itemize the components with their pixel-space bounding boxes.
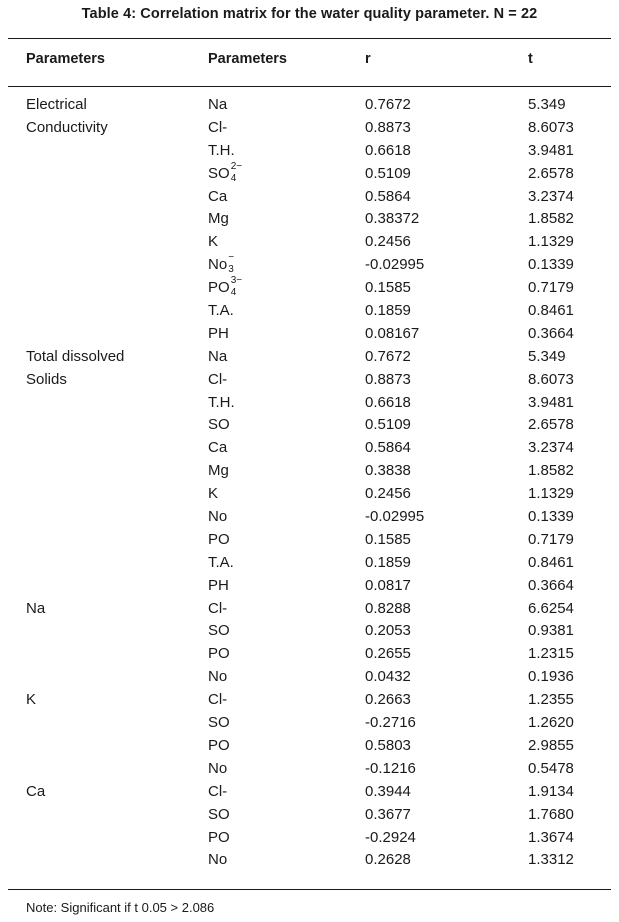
row-parameter: [208, 643, 230, 666]
row-parameter-symbol: T.A.: [208, 302, 234, 320]
row-parameter-symbol: No: [208, 668, 228, 686]
row-parameter: [208, 689, 227, 712]
row-t-value: 8.6073: [528, 370, 574, 388]
row-parameter-symbol: Mg: [208, 210, 229, 228]
row-t-value: 1.8582: [528, 210, 574, 228]
table-row: [0, 254, 619, 277]
row-parameter: [208, 231, 218, 254]
row-parameter-symbol: No: [208, 851, 228, 869]
table-row: [0, 712, 619, 735]
row-t-value: 1.2315: [528, 645, 574, 663]
table-row: [0, 620, 619, 643]
row-group-label: Electrical: [26, 96, 87, 113]
row-t-value: 1.1329: [528, 233, 574, 251]
row-t-value: 1.3674: [528, 828, 574, 846]
table-row: [0, 277, 619, 300]
row-parameter-symbol: PH: [208, 324, 229, 342]
row-r-value: 0.2456: [365, 233, 411, 251]
table-row: [0, 758, 619, 781]
table-row: [0, 208, 619, 231]
row-parameter-symbol: PO: [208, 279, 230, 297]
row-r-value: 0.2456: [365, 485, 411, 503]
table-top-rule: [8, 38, 611, 39]
row-group-label: K: [26, 691, 37, 709]
table-note: Note: Significant if t 0.05 > 2.086: [26, 900, 215, 915]
row-t-value: 0.7179: [528, 530, 574, 548]
row-parameter: [208, 300, 234, 323]
row-parameter: [208, 666, 227, 689]
row-parameter-symbol: Na: [208, 96, 228, 113]
row-group-label: Solids: [26, 370, 67, 388]
row-t-value: 1.2620: [528, 714, 574, 732]
row-parameter: [208, 575, 229, 598]
table-caption: Table 4: Correlation matrix for the water quality parameter. N = 22: [81, 6, 538, 22]
row-parameter: [208, 254, 241, 277]
row-parameter-symbol: Cl-: [208, 691, 228, 709]
row-r-value: 0.2053: [365, 622, 411, 640]
row-parameter: [208, 414, 230, 437]
header-parameters-2: Parameters: [208, 51, 287, 67]
table-row: [0, 392, 619, 415]
row-t-value: 3.9481: [528, 393, 574, 411]
header-parameters-1: Parameters: [26, 51, 105, 67]
row-r-value: 0.0432: [365, 668, 411, 686]
row-r-value: 0.5864: [365, 439, 411, 457]
row-group-label: Ca: [26, 782, 46, 800]
row-parameter-symbol: Cl-: [208, 118, 228, 136]
table-header-rule: [8, 86, 611, 87]
row-parameter: [208, 804, 230, 827]
row-parameter: [208, 346, 227, 369]
table-row: [0, 483, 619, 506]
row-t-value: 2.9855: [528, 736, 574, 754]
row-t-value: 5.349: [528, 347, 566, 365]
table-row: [0, 735, 619, 758]
table-row: [0, 552, 619, 575]
table-row: [0, 231, 619, 254]
table-body: [0, 94, 619, 872]
row-parameter-symbol: T.A.: [208, 553, 234, 571]
row-parameter-symbol: Cl-: [208, 782, 228, 800]
row-parameter: [208, 323, 229, 346]
table-row: [0, 506, 619, 529]
table-row: [0, 781, 619, 804]
table-row: [0, 323, 619, 346]
row-r-value: 0.7672: [365, 96, 411, 113]
row-group-label: Na: [26, 599, 46, 617]
row-parameter-symbol: T.H.: [208, 393, 235, 411]
row-group-label: Conductivity: [26, 118, 108, 136]
row-parameter-symbol: SO: [208, 416, 230, 434]
row-parameter: [208, 483, 218, 506]
row-r-value: 0.1859: [365, 302, 411, 320]
table-row: [0, 827, 619, 850]
row-r-value: 0.3944: [365, 782, 411, 800]
row-parameter: [208, 598, 227, 621]
row-r-value: 0.8873: [365, 118, 411, 136]
row-r-value: 0.2628: [365, 851, 411, 869]
row-r-value: 0.2663: [365, 691, 411, 709]
row-t-value: 0.8461: [528, 553, 574, 571]
row-parameter-charge: 2−: [230, 160, 243, 172]
table-row: [0, 598, 619, 621]
row-parameter: [208, 849, 227, 872]
row-t-value: 3.2374: [528, 187, 574, 205]
row-parameter: [208, 506, 227, 529]
row-r-value: 0.1859: [365, 553, 411, 571]
row-t-value: 0.8461: [528, 302, 574, 320]
row-t-value: 1.7680: [528, 805, 574, 823]
row-parameter: [208, 712, 230, 735]
row-parameter-subscript: 4: [230, 287, 237, 299]
row-r-value: 0.1585: [365, 279, 411, 297]
table-row: [0, 460, 619, 483]
table-row: [0, 689, 619, 712]
row-parameter: [208, 140, 235, 163]
row-r-value: 0.38372: [365, 210, 420, 228]
table-row: [0, 849, 619, 872]
row-parameter: [208, 437, 227, 460]
row-r-value: 0.5803: [365, 736, 411, 754]
row-r-value: 0.5109: [365, 164, 411, 182]
table-row: [0, 666, 619, 689]
table-row: [0, 804, 619, 827]
row-parameter: [208, 758, 227, 781]
row-parameter: [208, 208, 229, 231]
row-t-value: 0.7179: [528, 279, 574, 297]
row-parameter: [208, 369, 227, 392]
row-parameter-charge: 3−: [230, 275, 243, 287]
row-r-value: -0.02995: [365, 508, 425, 526]
table-row: [0, 529, 619, 552]
row-r-value: 0.6618: [365, 141, 411, 159]
row-r-value: 0.5109: [365, 416, 411, 434]
row-t-value: 0.1936: [528, 668, 574, 686]
row-parameter-symbol: PO: [208, 645, 230, 663]
table-row: [0, 160, 619, 186]
header-r: r: [365, 51, 371, 67]
row-r-value: 0.8873: [365, 370, 411, 388]
row-parameter-symbol: No: [208, 759, 228, 777]
row-t-value: 2.6578: [528, 416, 574, 434]
row-parameter-symbol: Ca: [208, 439, 228, 457]
table-row: [0, 300, 619, 323]
table-row: [0, 346, 619, 369]
row-t-value: 6.6254: [528, 599, 574, 617]
row-t-value: 3.2374: [528, 439, 574, 457]
row-parameter: [208, 827, 230, 850]
row-parameter-symbol: PO: [208, 828, 230, 846]
table-header-row: [0, 51, 619, 71]
row-parameter: [208, 552, 234, 575]
table-row: [0, 117, 619, 140]
row-parameter: [208, 781, 227, 804]
row-parameter: [208, 277, 244, 300]
row-parameter: [208, 186, 227, 209]
row-r-value: -0.02995: [365, 256, 425, 274]
row-r-value: 0.6618: [365, 393, 411, 411]
row-r-value: 0.3677: [365, 805, 411, 823]
row-parameter-symbol: Ca: [208, 187, 228, 205]
row-r-value: 0.3838: [365, 462, 411, 480]
row-r-value: -0.2924: [365, 828, 416, 846]
row-r-value: -0.2716: [365, 714, 416, 732]
row-parameter-symbol: T.H.: [208, 141, 235, 159]
table-row: [0, 643, 619, 666]
row-r-value: 0.8288: [365, 599, 411, 617]
row-r-value: 0.7672: [365, 347, 411, 365]
table-row: [0, 369, 619, 392]
row-parameter-symbol: SO: [208, 164, 230, 182]
row-t-value: 0.1339: [528, 508, 574, 526]
row-t-value: 1.8582: [528, 462, 574, 480]
row-parameter: [208, 117, 227, 140]
table-row: [0, 575, 619, 598]
table-row: [0, 437, 619, 460]
table-row: [0, 140, 619, 163]
row-t-value: 1.1329: [528, 485, 574, 503]
row-t-value: 8.6073: [528, 118, 574, 136]
row-r-value: 0.2655: [365, 645, 411, 663]
row-parameter: [208, 620, 230, 643]
row-parameter: [208, 160, 244, 186]
row-parameter-symbol: Na: [208, 347, 228, 365]
row-r-value: 0.0817: [365, 576, 411, 594]
row-parameter-symbol: K: [208, 485, 219, 503]
row-parameter-symbol: SO: [208, 714, 230, 732]
table-bottom-rule: [8, 889, 611, 890]
row-parameter-symbol: No: [208, 508, 228, 526]
row-parameter-subscript: 3: [228, 264, 234, 276]
row-t-value: 0.1339: [528, 256, 574, 274]
row-t-value: 0.3664: [528, 324, 574, 342]
row-parameter: [208, 735, 230, 758]
row-parameter-symbol: SO: [208, 805, 230, 823]
row-parameter-symbol: SO: [208, 622, 230, 640]
row-t-value: 1.9134: [528, 782, 574, 800]
row-t-value: 0.5478: [528, 759, 574, 777]
row-t-value: 5.349: [528, 96, 566, 113]
row-t-value: 0.3664: [528, 576, 574, 594]
row-parameter-charge: −: [228, 252, 235, 264]
row-parameter-symbol: No: [208, 256, 228, 274]
row-parameter-symbol: Mg: [208, 462, 229, 480]
row-r-value: 0.08167: [365, 324, 420, 342]
row-r-value: -0.1216: [365, 759, 416, 777]
row-parameter: [208, 529, 230, 552]
row-parameter: [208, 460, 229, 483]
row-t-value: 1.2355: [528, 691, 574, 709]
row-parameter-symbol: PH: [208, 576, 229, 594]
row-parameter-symbol: Cl-: [208, 599, 228, 617]
row-parameter: [208, 392, 235, 415]
row-parameter-symbol: Cl-: [208, 370, 228, 388]
row-parameter-symbol: PO: [208, 736, 230, 754]
header-t: t: [528, 51, 533, 67]
row-parameter-symbol: PO: [208, 530, 230, 548]
row-t-value: 2.6578: [528, 164, 574, 182]
row-parameter: [208, 94, 227, 117]
row-r-value: 0.1585: [365, 530, 411, 548]
row-parameter-symbol: K: [208, 233, 219, 251]
table-row: [0, 414, 619, 437]
row-t-value: 3.9481: [528, 141, 574, 159]
table-row: [0, 94, 619, 117]
row-t-value: 0.9381: [528, 622, 574, 640]
row-group-label: Total dissolved: [26, 347, 125, 365]
row-r-value: 0.5864: [365, 187, 411, 205]
table-row: [0, 186, 619, 209]
row-t-value: 1.3312: [528, 851, 574, 869]
row-parameter-subscript: 4: [230, 172, 237, 184]
